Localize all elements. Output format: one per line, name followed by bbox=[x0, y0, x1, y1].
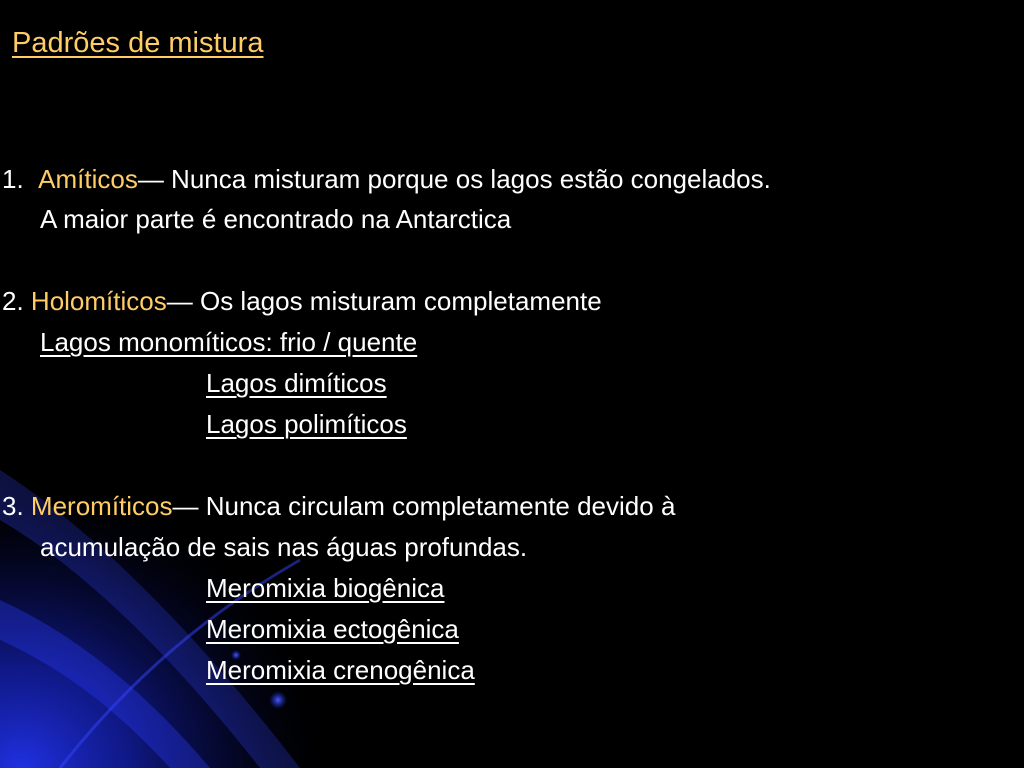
item-continuation: acumulação de sais nas águas profundas. bbox=[40, 532, 528, 562]
subitem-link[interactable]: Lagos monomíticos: frio / quente bbox=[40, 327, 418, 357]
item-term: Amíticos bbox=[38, 164, 138, 194]
item-term: Holomíticos bbox=[30, 286, 167, 316]
subitem-link[interactable]: Meromixia crenogênica bbox=[206, 655, 475, 685]
list-item-3 bbox=[2, 490, 675, 522]
subitem-link[interactable]: Meromixia biogênica bbox=[206, 573, 445, 603]
item-term: Meromíticos bbox=[30, 491, 173, 521]
item-description: — Nunca misturam porque os lagos estão congelados. bbox=[137, 164, 771, 194]
item-number: 1. bbox=[2, 164, 24, 194]
subitem-link[interactable]: Lagos dimíticos bbox=[206, 368, 387, 398]
slide-title: Padrões de mistura bbox=[12, 27, 264, 59]
item-number: 3. bbox=[2, 491, 24, 521]
item-description: — Os lagos misturam completamente bbox=[166, 286, 602, 316]
list-item-1 bbox=[2, 163, 771, 195]
subitem-link[interactable]: Meromixia ectogênica bbox=[206, 614, 459, 644]
list-item-2 bbox=[2, 285, 602, 317]
item-number: 2. bbox=[2, 286, 24, 316]
subitem-link[interactable]: Lagos polimíticos bbox=[206, 409, 407, 439]
item-description: — Nunca circulam completamente devido à bbox=[172, 491, 676, 521]
item-continuation: A maior parte é encontrado na Antarctica bbox=[40, 204, 512, 234]
